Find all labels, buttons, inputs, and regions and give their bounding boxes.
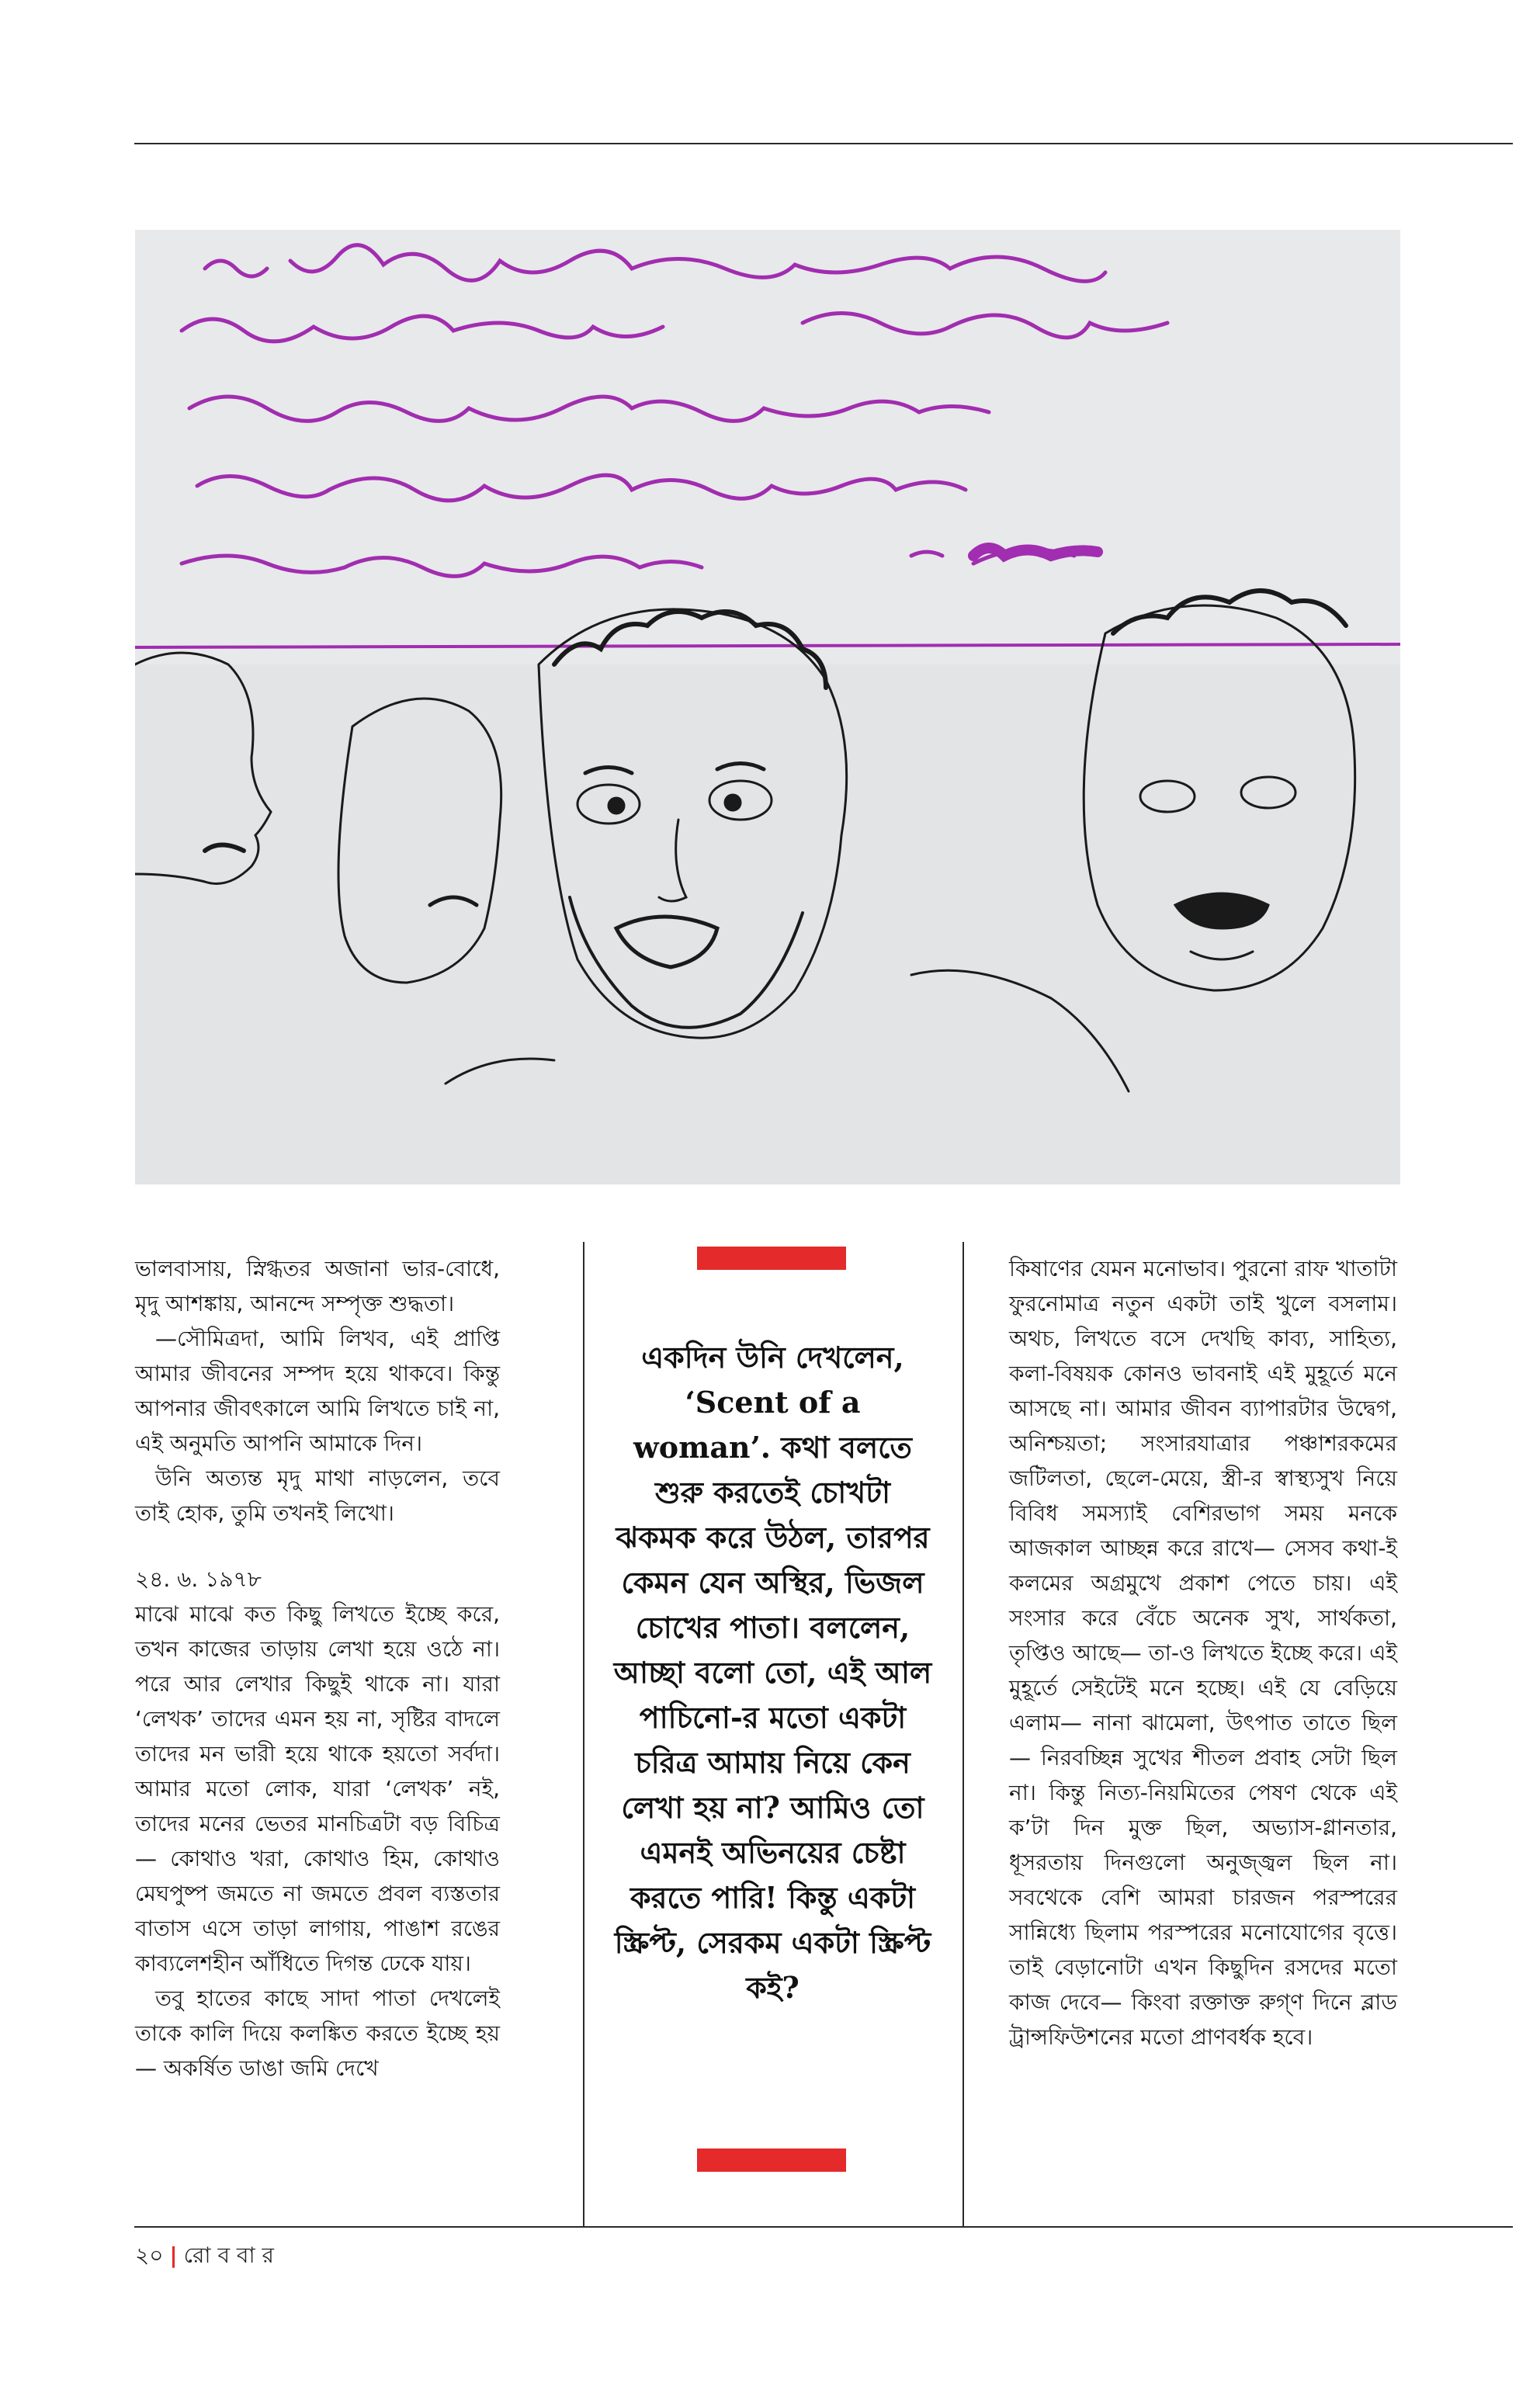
body-paragraph: তবু হাতের কাছে সাদা পাতা দেখলেই তাকে কালি দিয়ে কলঙ্কিত করতে ইচ্ছে হয়— অকর্ষিত ডাঙা জমি দেখে xyxy=(135,1985,500,2081)
pull-quote-top-bar xyxy=(697,1247,846,1270)
bottom-rule xyxy=(134,2226,1513,2228)
page-footer xyxy=(135,2242,274,2270)
body-paragraph: কিষাণের যেমন মনোভাব। পুরনো রাফ খাতাটা ফুরনোমাত্র নতুন একটা তাই খুলে বসলাম। অথচ, লিখতে বসে দেখছি কাব্য, সাহিত্য, কলা-বিষয়ক কোনও ভাবনাই এই মুহূর্তে মনে আসছে না। আমার জীবন ব্যাপারটার উদ্বেগ, অনিশ্চয়তা; সংসারযাত্রার পঞ্চাশরকমের জটিলতা, ছেলে-মেয়ে, স্ত্রী-র স্বাস্থ্যসুখ নিয়ে বিবিধ সমস্যাই বেশিরভাগ সময় মনকে আজকাল আচ্ছন্ন করে রাখে— সেসব কথা-ই কলমের অগ্রমুখে প্রকাশ পেতে চায়। এই সংসার করে বেঁচে অনেক সুখ, সার্থকতা, তৃপ্তিও আছে— তা-ও লিখতে ইচ্ছে করে। এই মুহূর্তে সেইটেই মনে হচ্ছে। এই যে বেড়িয়ে এলাম— নানা ঝামেলা, উৎপাত তাতে ছিল— নিরবচ্ছিন্ন সুখের শীতল প্রবাহ সেটা ছিল না। কিন্তু নিত্য-নিয়মিতের পেষণ থেকে এই ক’টা দিন মুক্ত ছিল, অভ্যাস-গ্লানতার, ধূসরতায় দিনগুলো অনুজ্জ্বল ছিল না। সবথেকে বেশি আমরা চারজন পরস্পরের সান্নিধ্যে ছিলাম পরস্পরের মনোযোগের বৃত্তে। তাই বেড়ানোটা এখন কিছুদিন রসদের মতো কাজ দেবে— কিংবা রক্তাক্ত রুগ্‌ণ দিনে ব্লাড ট্রান্সফিউশনের মতো প্রাণবর্ধক হবে। xyxy=(1009,1256,1397,2050)
column-divider xyxy=(583,1242,584,2226)
magazine-name: রো ব বা র xyxy=(183,2242,274,2268)
column-divider xyxy=(962,1242,964,2226)
footer-separator: | xyxy=(169,2242,178,2268)
body-paragraph: মাঝে মাঝে কত কিছু লিখতে ইচ্ছে করে, তখন কাজের তাড়ায় লেখা হয়ে ওঠে না। পরে আর লেখার কিছুই থাকে না। যারা ‘লেখক’ তাদের এমন হয় না, সৃষ্টির বাদলে তাদের মন ভারী হয়ে থাকে হয়তো সর্বদা। আমার মতো লোক, যারা ‘লেখক’ নই, তাদের মনের ভেতর মানচিত্রটা বড় বিচিত্র— কোথাও খরা, কোথাও হিম, কোথাও মেঘপুষ্প জমতে না জমতে প্রবল ব্যস্ততার বাতাস এসে তাড়া লাগায়, পাঙাশ রঙের কাব্যলেশহীন আঁধিতে দিগন্ত ঢেকে যায়। xyxy=(135,1601,500,1976)
hero-illustration xyxy=(135,230,1400,1184)
right-column xyxy=(1009,1251,1397,2055)
page-number: ২০ xyxy=(135,2242,164,2268)
left-column xyxy=(135,1251,500,2086)
pull-quote: একদিন উনি দেখলেন, ‘Scent of a woman’. কথা বলতে শুরু করতেই চোখটা ঝকমক করে উঠল, তারপর কেমন যেন অস্থির, ভিজল চোখের পাতা। বললেন, আচ্ছা বলো তো, এই আল পাচিনো-র মতো একটা চরিত্র আমায় নিয়ে কেন লেখা হয় না? আমিও তো এমনই অভিনয়ের চেষ্টা করতে পারি! কিন্তু একটা স্ক্রিপ্ট, সেরকম একটা স্ক্রিপ্ট কই? xyxy=(613,1340,932,2005)
body-paragraph: —সৌমিত্রদা, আমি লিখব, এই প্রাপ্তি আমার জীবনের সম্পদ হয়ে থাকবে। কিন্তু আপনার জীবৎকালে আমি লিখতে চাই না, এই অনুমতি আপনি আমাকে দিন। xyxy=(135,1326,500,1456)
sketch-drawing xyxy=(135,230,1400,1184)
pull-quote-bottom-bar xyxy=(697,2148,846,2172)
top-rule xyxy=(134,143,1513,144)
body-paragraph: উনি অত্যন্ত মৃদু মাথা নাড়লেন, তবে তাই হোক, তুমি তখনই লিখো। xyxy=(135,1465,500,1526)
date-heading: ২৪. ৬. ১৯৭৮ xyxy=(135,1566,262,1592)
body-paragraph: ভালবাসায়, স্নিগ্ধতর অজানা ভার-বোধে, মৃদু আশঙ্কায়, আনন্দে সম্পৃক্ত শুদ্ধতা। xyxy=(135,1256,500,1316)
